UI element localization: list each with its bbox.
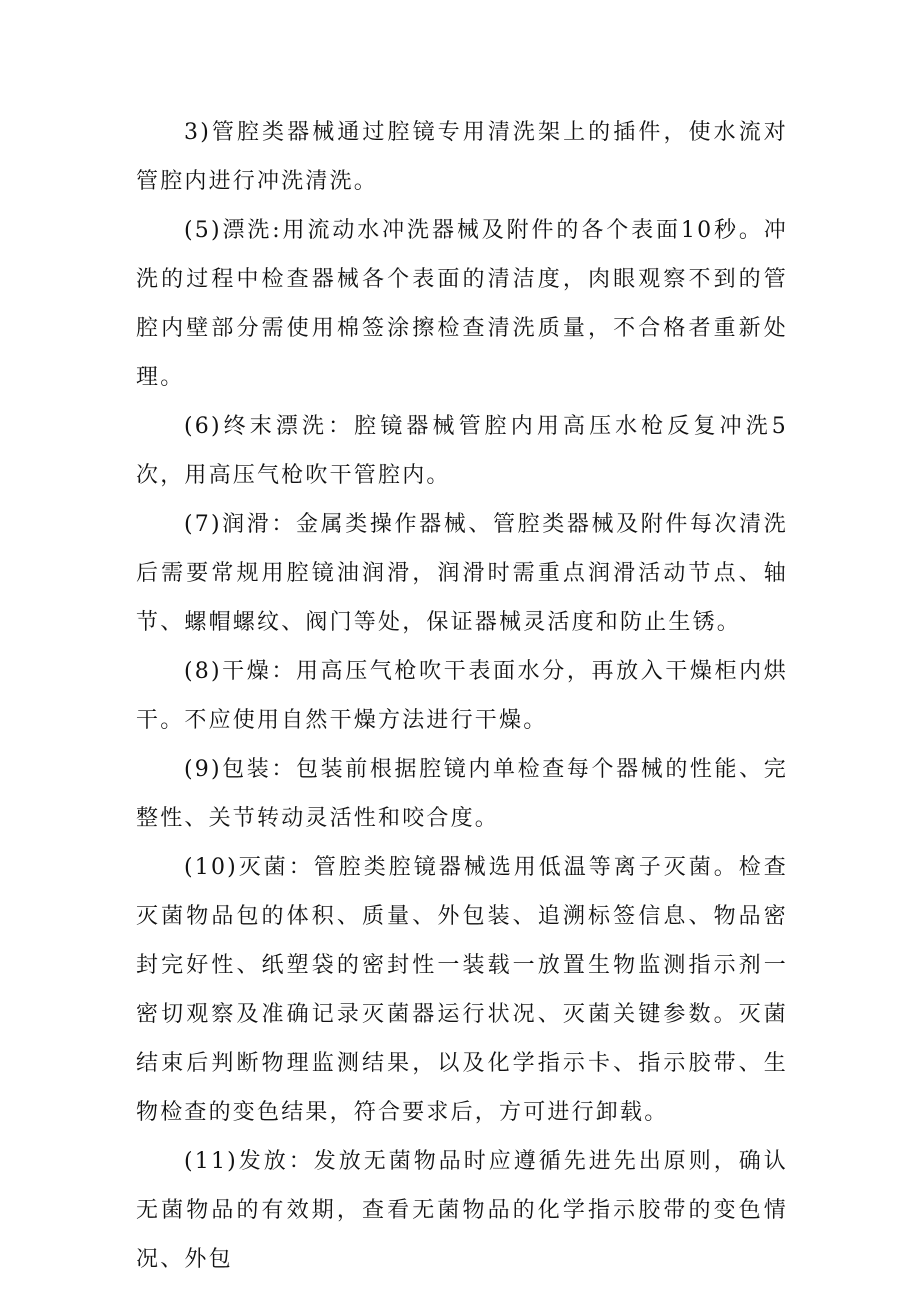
paragraph-lubrication: (7)润滑：金属类操作器械、管腔类器械及附件每次清洗后需要常规用腔镜油润滑，润滑时需重点润滑活动节点、轴节、螺帽螺纹、阀门等处，保证器械灵活度和防止生锈。 — [136, 512, 788, 635]
paragraph-drying: (8)干燥：用高压气枪吹干表面水分，再放入干燥柜内烘干。不应使用自然干燥方法进行干燥。 — [136, 659, 788, 733]
paragraph-distribution: (11)发放：发放无菌物品时应遵循先进先出原则，确认无菌物品的有效期，查看无菌物品的化学指示胶带的变色情况、外包 — [136, 1149, 788, 1272]
paragraph-rinse: (5)漂洗:用流动水冲洗器械及附件的各个表面10秒。冲洗的过程中检查器械各个表面的清洁度，肉眼观察不到的管腔内壁部分需使用棉签涂擦检查清洗质量，不合格者重新处理。 — [136, 218, 788, 390]
paragraph-sterilization: (10)灭菌：管腔类腔镜器械选用低温等离子灭菌。检查灭菌物品包的体积、质量、外包装、追溯标签信息、物品密封完好性、纸塑袋的密封性一装载一放置生物监测指示剂一密切观察及准确记录灭菌器运行状况、灭菌关键参数。灭菌结束后判断物理监测结果，以及化学指示卡、指示胶带、生物检查的变色结果，符合要求后，方可进行卸载。 — [136, 855, 788, 1125]
paragraph-tube-cleaning: 3)管腔类器械通过腔镜专用清洗架上的插件，使水流对管腔内进行冲洗清洗。 — [136, 120, 788, 194]
paragraph-final-rinse: (6)终末漂洗：腔镜器械管腔内用高压水枪反复冲洗5次，用高压气枪吹干管腔内。 — [136, 414, 788, 488]
document-body — [136, 108, 788, 1284]
paragraph-packaging: (9)包装：包装前根据腔镜内单检查每个器械的性能、完整性、关节转动灵活性和咬合度。 — [136, 757, 788, 831]
